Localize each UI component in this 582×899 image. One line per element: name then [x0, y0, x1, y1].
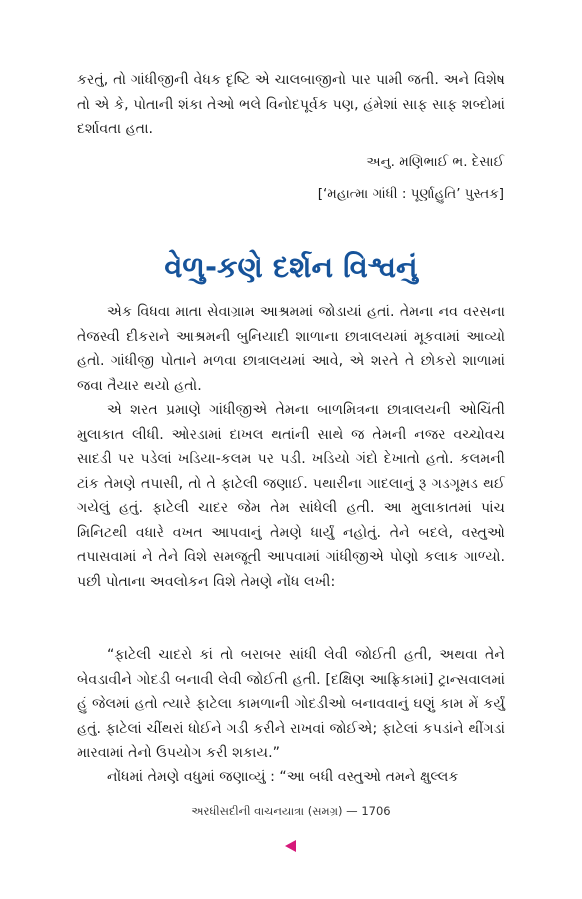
credit-source: [‘મહાત્મા ગાંધી : પૂર્ણાહુતિ’ પુસ્તક]	[317, 186, 504, 202]
paragraph-2: એ શરત પ્રમાણે ગાંધીજીએ તેમના બાળમિત્રના છાત્રાલયની ઓચિંતી મુલાકાત લીધી. ઓરડામાં દાખલ થતાંની સાથે જ તેમની નજર વચ્ચોવચ સાદડી પર પડેલાં ખડિયા-કલમ પર પડી. ખડિયો ગંદો દેખાતો હતો. કલમની ટાંક તેમણે તપાસી, તો તે ફાટેલી જણાઈ. પથારીના ગાદલાનું રૂ ગડગૂમડ થઈ ગયેલું હતું. ફાટેલી ચાદર જેમ તેમ સાંધેલી હતી. આ મુલાકાતમાં પાંચ મિનિટથી વધારે વખત આપવાનું તેમણે ધાર્યું નહોતું. તેને બદલે, વસ્તુઓ તપાસવામાં ને તેને વિશે સમજૂતી આપવામાં ગાંધીજીએ પોણો કલાક ગાળ્યો. પછી પોતાના અવલોકન વિશે તેમણે નોંધ લખી:	[77, 402, 505, 590]
page-footer: અરધીસદીની વાચનયાત્રા (સમગ્ર) — 1706	[191, 804, 391, 818]
triangle-left-icon[interactable]	[285, 840, 296, 852]
article-title: વેળુ-કણે દર્શન વિશ્વનું	[164, 250, 418, 284]
quote-paragraph: “ફાટેલી ચાદરો કાં તો બરાબર સાંધી લેવી જોઈતી હતી, અથવા તેને બેવડાવીને ગોદડી બનાવી લેવી જોઈતી હતી. [દક્ષિણ આફ્રિકામાં] ટ્રાન્સવાલમાં હું જેલમાં હતો ત્યારે ફાટેલા કામળાની ગોદડીઓ બનાવવાનું ઘણું કામ મેં કર્યું હતું. ફાટેલાં ચીંથરાં ધોઈને ગડી કરીને રાખવાં જોઈએ; ફાટેલાં કપડાંને થીંગડાં મારવામાં તેનો ઉપયોગ કરી શકાય.”	[77, 647, 505, 761]
paragraph-1: એક વિધવા માતા સેવાગ્રામ આશ્રમમાં જોડાયાં હતાં. તેમના નવ વરસના તેજસ્વી દીકરાને આશ્રમની બુનિયાદી શાળાના છાત્રાલયમાં મૂકવામાં આવ્યો હતો. ગાંધીજી પોતાને મળવા છાત્રાલયમાં આવે, એ શરતે તે છોકરો શાળામાં જવા તૈયાર થયો હતો.	[77, 304, 505, 394]
credit-translator: અનુ. મણિભાઈ ભ. દેસાઈ	[366, 154, 504, 170]
paragraph-4: નોંધમાં તેમણે વધુમાં જણાવ્યું : “આ બધી વસ્તુઓ તમને ક્ષુલ્લક	[107, 769, 459, 785]
intro-paragraph: કરતું, તો ગાંધીજીની વેધક દૃષ્ટિ એ ચાલબાજીનો પાર પામી જતી. અને વિશેષ તો એ કે, પોતાની શંકા તેઓ ભલે વિનોદપૂર્વક પણ, હંમેશાં સાફ સાફ શબ્દોમાં દર્શાવતા હતા.	[77, 72, 505, 137]
